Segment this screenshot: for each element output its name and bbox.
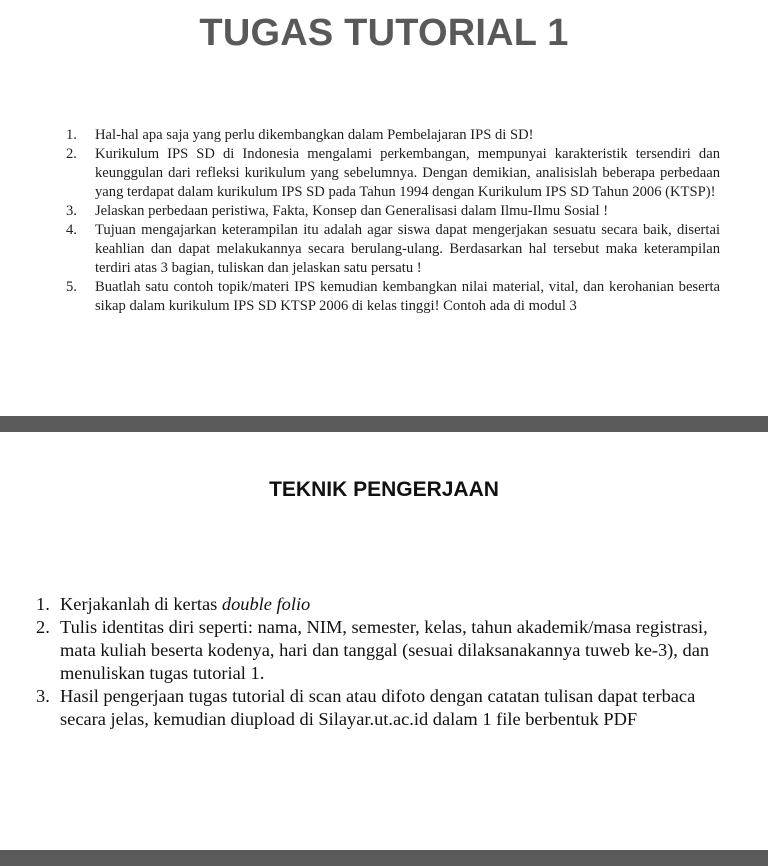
list-item — [66, 202, 720, 221]
section-title: TEKNIK PENGERJAAN — [269, 478, 499, 501]
item-number: 5. — [66, 279, 77, 295]
item-text: Buatlah satu contoh topik/materi IPS kemudian kembangkan nilai material, vital, dan kerohanian beserta sikap dalam kurikulum IPS SD KTSP 2006 di kelas tinggi! Contoh ada di modul 3 — [95, 279, 720, 314]
item-number: 4. — [66, 222, 77, 238]
item-number: 1. — [66, 127, 77, 143]
list-item — [36, 593, 726, 616]
item-text: Hasil pengerjaan tugas tutorial di scan atau difoto dengan catatan tulisan dapat terbaca secara jelas, kemudian diupload di Silayar.ut.ac.id dalam 1 file berbentuk PDF — [60, 686, 696, 729]
item-text: Jelaskan perbedaan peristiwa, Fakta, Konsep dan Generalisasi dalam Ilmu-Ilmu Sosial ! — [95, 203, 609, 219]
item-number: 1. — [36, 594, 50, 614]
instruction-list — [36, 593, 726, 731]
list-item — [36, 616, 726, 685]
list-item — [66, 145, 720, 202]
list-item — [36, 685, 726, 731]
item-text: Kerjakanlah di kertas — [60, 594, 222, 614]
item-number: 2. — [36, 617, 50, 637]
question-list — [66, 126, 720, 316]
item-number: 3. — [66, 203, 77, 219]
item-text: Kurikulum IPS SD di Indonesia mengalami perkembangan, mempunyai karakteristik tersendiri dan keunggulan dari refleksi kurikulum yang sebelumnya. Dengan demikian, analisislah beberapa perbedaan yang terdapat dalam kurikulum IPS SD pada Tahun 1994 dengan Kurikulum IPS SD Tahun 2006 (KTSP)! — [95, 146, 720, 200]
item-number: 3. — [36, 686, 50, 706]
slide-tugas-tutorial — [0, 0, 768, 416]
item-text: Hal-hal apa saja yang perlu dikembangkan dalam Pembelajaran IPS di SD! — [95, 127, 534, 143]
slide-divider — [0, 416, 768, 432]
page-title: TUGAS TUTORIAL 1 — [199, 12, 569, 54]
slide-teknik-pengerjaan — [0, 432, 768, 850]
item-text: Tujuan mengajarkan keterampilan itu adalah agar siswa dapat mengerjakan sesuatu secara baik, disertai keahlian dan dapat melakukannya secara berulang-ulang. Berdasarkan hal tersebut maka keterampilan terdiri atas 3 bagian, tuliskan dan jelaskan satu persatu ! — [95, 222, 720, 276]
list-item — [66, 221, 720, 278]
item-text-italic: double folio — [221, 594, 311, 614]
item-number: 2. — [66, 146, 77, 162]
list-item — [66, 126, 720, 145]
item-text: Tulis identitas diri seperti: nama, NIM, semester, kelas, tahun akademik/masa registrasi, mata kuliah beserta kodenya, hari dan tanggal (sesuai dilaksanakannya tuweb ke-3), dan menuliskan tugas tutorial 1. — [60, 617, 710, 683]
slide-divider — [0, 850, 768, 866]
list-item — [66, 278, 720, 316]
